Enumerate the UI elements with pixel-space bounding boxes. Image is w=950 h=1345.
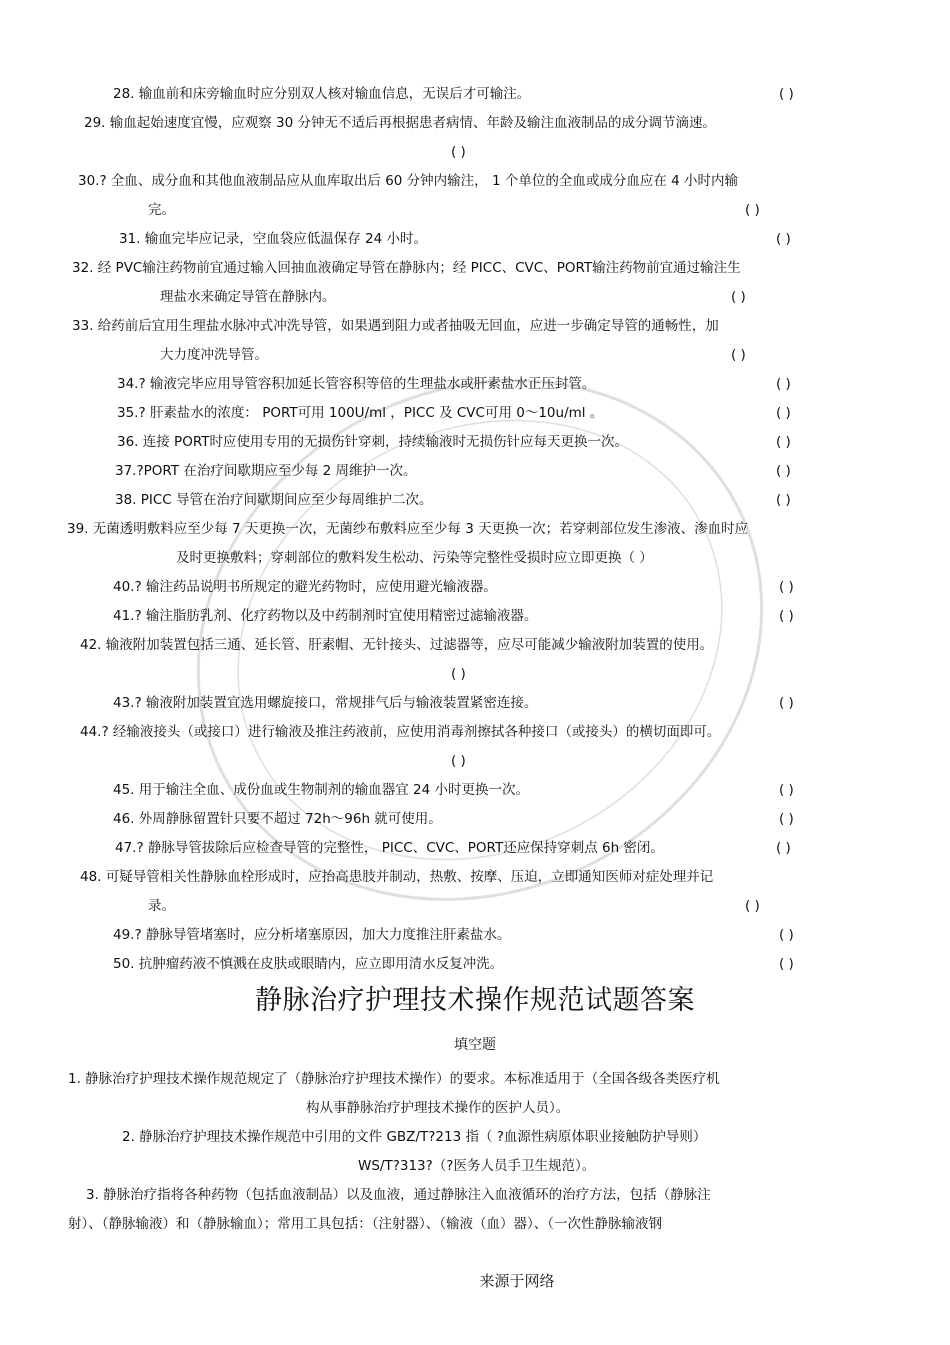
text-line: 35.? 肝素盐水的浓度： PORT可用 100U/ml ，PICC 及 CVC可用 0～10u/ml 。 — [117, 405, 604, 421]
answer-blank: ( ) — [779, 86, 794, 102]
answer-blank: ( ) — [745, 202, 760, 218]
text-line: 射）、（静脉输液）和（静脉输血）；常用工具包括：（注射器）、（输液（血）器）、（一次性静脉输液钢 — [68, 1216, 662, 1232]
answer-blank: ( ) — [776, 434, 791, 450]
text-line: 大力度冲洗导管。 — [160, 347, 268, 363]
text-line: WS/T?313?（?医务人员手卫生规范）。 — [358, 1158, 596, 1174]
text-line: 39. 无菌透明敷料应至少每 7 天更换一次，无菌纱布敷料应至少每 3 天更换一次；若穿刺部位发生渗液、渗血时应 — [67, 521, 749, 537]
text-line: 29. 输血起始速度宜慢，应观察 30 分钟无不适后再根据患者病情、年龄及输注血液制品的成分调节滴速。 — [84, 115, 717, 131]
text-line: 45. 用于输注全血、成份血或生物制剂的输血器宜 24 小时更换一次。 — [113, 782, 530, 798]
answer-blank: ( ) — [731, 289, 746, 305]
text-line: 33. 给药前后宜用生理盐水脉冲式冲洗导管，如果遇到阻力或者抽吸无回血，应进一步确定导管的通畅性，加 — [72, 318, 719, 334]
text-line: 50. 抗肿瘤药液不慎溅在皮肤或眼睛内，应立即用清水反复冲洗。 — [113, 956, 504, 972]
answer-blank: ( ) — [731, 347, 746, 363]
text-line: 录。 — [148, 898, 175, 914]
text-line: 理盐水来确定导管在静脉内。 — [160, 289, 336, 305]
text-line: 34.? 输液完毕应用导管容积加延长管容积等倍的生理盐水或肝素盐水正压封管。 — [117, 376, 596, 392]
text-line: 40.? 输注药品说明书所规定的避光药物时，应使用避光输液器。 — [113, 579, 497, 595]
page-title: 静脉治疗护理技术操作规范试题答案 — [255, 985, 695, 1016]
answer-blank: ( ) — [776, 463, 791, 479]
text-line: 41.? 输注脂肪乳剂、化疗药物以及中药制剂时宜使用精密过滤输液器。 — [113, 608, 538, 624]
text-line: 28. 输血前和床旁输血时应分别双人核对输血信息，无误后才可输注。 — [113, 86, 531, 102]
text-line: 32. 经 PVC输注药物前宜通过输入回抽血液确定导管在静脉内；经 PICC、CVC、PORT输注药物前宜通过输注生 — [72, 260, 741, 276]
text-line: 36. 连接 PORT时应使用专用的无损伤针穿刺，持续输液时无损伤针应每天更换一次。 — [117, 434, 628, 450]
answer-blank: ( ) — [779, 782, 794, 798]
answer-blank: ( ) — [776, 376, 791, 392]
text-line: 49.? 静脉导管堵塞时，应分析堵塞原因，加大力度推注肝素盐水。 — [113, 927, 511, 943]
answer-blank: ( ) — [779, 811, 794, 827]
text-line: 47.? 静脉导管拔除后应检查导管的完整性， PICC、CVC、PORT还应保持穿刺点 6h 密闭。 — [115, 840, 664, 856]
page-footer: 来源于网络 — [479, 1272, 555, 1290]
text-line: 48. 可疑导管相关性静脉血栓形成时，应抬高患肢并制动，热敷、按摩、压迫，立即通知医师对症处理并记 — [80, 869, 714, 885]
text-line: 42. 输液附加装置包括三通、延长管、肝素帽、无针接头、过滤器等，应尽可能减少输液附加装置的使用。 — [80, 637, 714, 653]
answer-blank: ( ) — [451, 144, 466, 160]
answer-blank: ( ) — [776, 492, 791, 508]
answer-blank: ( ) — [451, 753, 466, 769]
text-line: 44.? 经输液接头（或接口）进行输液及推注药液前，应使用消毒剂擦拭各种接口（或接头）的横切面即可。 — [80, 724, 721, 740]
answer-blank: ( ) — [779, 695, 794, 711]
answer-blank: ( ) — [776, 840, 791, 856]
answer-blank: ( ) — [776, 231, 791, 247]
answer-blank: ( ) — [779, 956, 794, 972]
text-line: 完。 — [148, 202, 175, 218]
text-line: 2. 静脉治疗护理技术操作规范中引用的文件 GBZ/T?213 指（ ?血源性病原体职业接触防护导则） — [122, 1129, 707, 1145]
text-line: 及时更换敷料；穿刺部位的敷料发生松动、污染等完整性受损时应立即更换（ ） — [176, 550, 653, 566]
answer-blank: ( ) — [779, 927, 794, 943]
text-line: 31. 输血完毕应记录，空血袋应低温保存 24 小时。 — [119, 231, 428, 247]
section-subtitle: 填空题 — [454, 1037, 496, 1053]
text-line: 30.? 全血、成分血和其他血液制品应从血库取出后 60 分钟内输注， 1 个单位的全血或成分血应在 4 小时内输 — [78, 173, 739, 189]
answer-blank: ( ) — [745, 898, 760, 914]
text-line: 46. 外周静脉留置针只要不超过 72h～96h 就可使用。 — [113, 811, 442, 827]
text-line: 43.? 输液附加装置宜选用螺旋接口，常规排气后与输液装置紧密连接。 — [113, 695, 538, 711]
answer-blank: ( ) — [451, 666, 466, 682]
text-line: 1. 静脉治疗护理技术操作规范规定了（静脉治疗护理技术操作）的要求。本标准适用于（全国各级各类医疗机 — [68, 1071, 720, 1087]
answer-blank: ( ) — [779, 608, 794, 624]
answer-blank: ( ) — [779, 579, 794, 595]
text-line: 3. 静脉治疗指将各种药物（包括血液制品）以及血液，通过静脉注入血液循环的治疗方法，包括（静脉注 — [86, 1187, 711, 1203]
text-line: 构从事静脉治疗护理技术操作的医护人员）。 — [306, 1100, 570, 1116]
text-line: 38. PICC 导管在治疗间歇期间应至少每周维护二次。 — [115, 492, 433, 508]
answer-blank: ( ) — [776, 405, 791, 421]
text-line: 37.?PORT 在治疗间歇期应至少每 2 周维护一次。 — [115, 463, 417, 479]
